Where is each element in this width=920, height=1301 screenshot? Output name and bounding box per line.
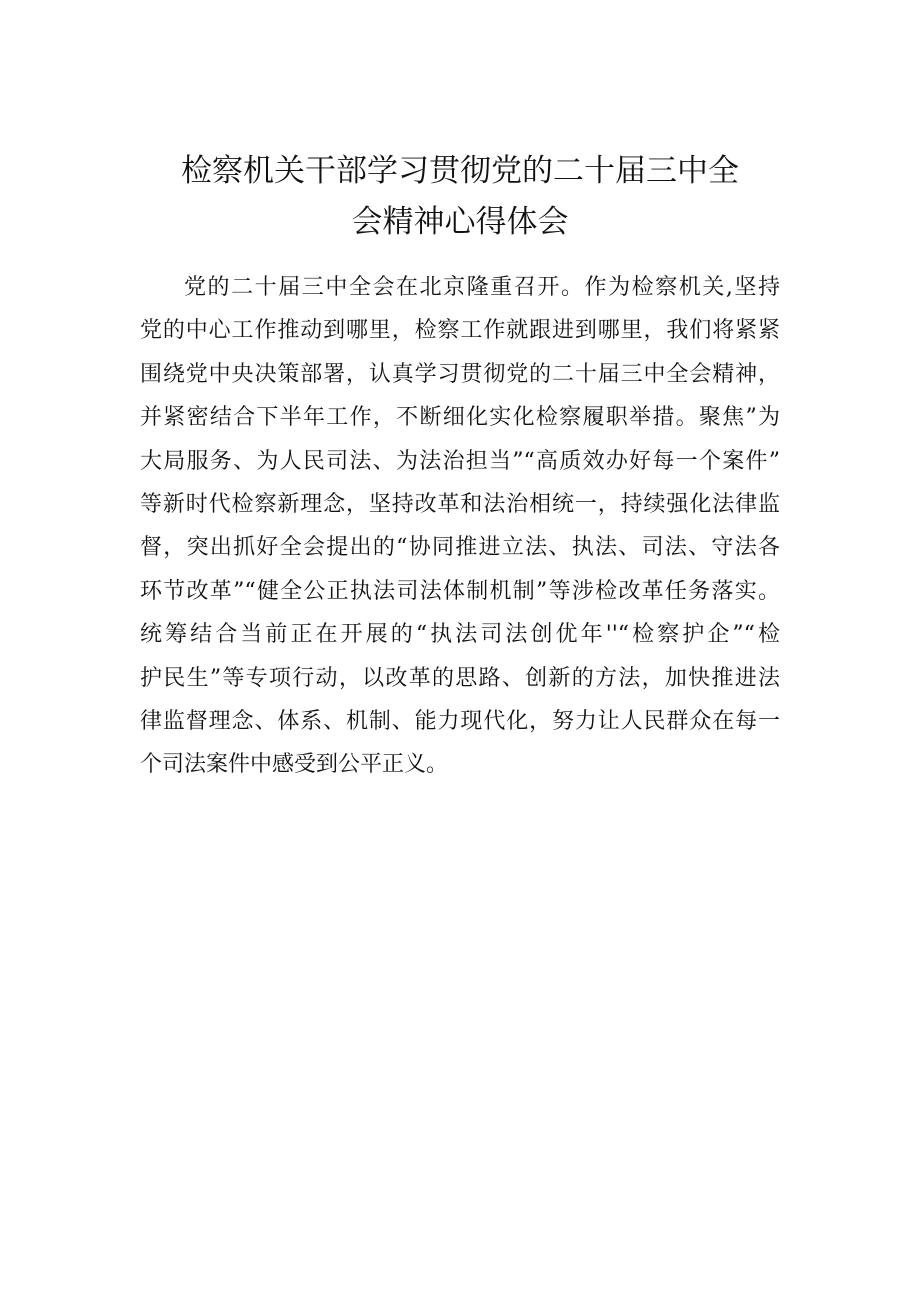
title-line-2: 会精神心得体会 bbox=[351, 204, 569, 240]
paragraph-line: 个司法案件中感受到公平正义。 bbox=[140, 752, 449, 778]
title-line-1: 检察机关干部学习贯彻党的二十届三中全 bbox=[181, 153, 739, 189]
paragraph-line: 并紧密结合下半年工作，不断细化实化检察履职举措。聚焦”为 bbox=[140, 405, 780, 431]
paragraph-line: 护民生”等专项行动，以改革的思路、创新的方法，加快推进法 bbox=[140, 665, 780, 691]
paragraph-line: 环节改革”“健全公正执法司法体制机制”等涉检改革任务落实。 bbox=[140, 578, 780, 604]
paragraph-line: 党的中心工作推动到哪里，检察工作就跟进到哪里，我们将紧紧 bbox=[140, 318, 780, 344]
paragraph-line: 大局服务、为人民司法、为法治担当”“高质效办好每一个案件” bbox=[140, 448, 780, 474]
paragraph-line: 围绕党中央决策部署，认真学习贯彻党的二十届三中全会精神， bbox=[140, 361, 780, 387]
document-title bbox=[110, 146, 810, 248]
paragraph-line: 统筹结合当前正在开展的“执法司法创优年''“检察护企”“检 bbox=[140, 622, 780, 648]
paragraph-line: 党的二十届三中全会在北京隆重召开。作为检察机关,坚持 bbox=[184, 275, 780, 300]
paragraph-line: 等新时代检察新理念，坚持改革和法治相统一，持续强化法律监 bbox=[140, 491, 780, 517]
paragraph-line: 督，突出抓好全会提出的“协同推进立法、执法、司法、守法各 bbox=[140, 535, 780, 561]
body-paragraph bbox=[140, 266, 780, 787]
paragraph-line: 律监督理念、体系、机制、能力现代化，努力让人民群众在每一 bbox=[140, 708, 780, 734]
